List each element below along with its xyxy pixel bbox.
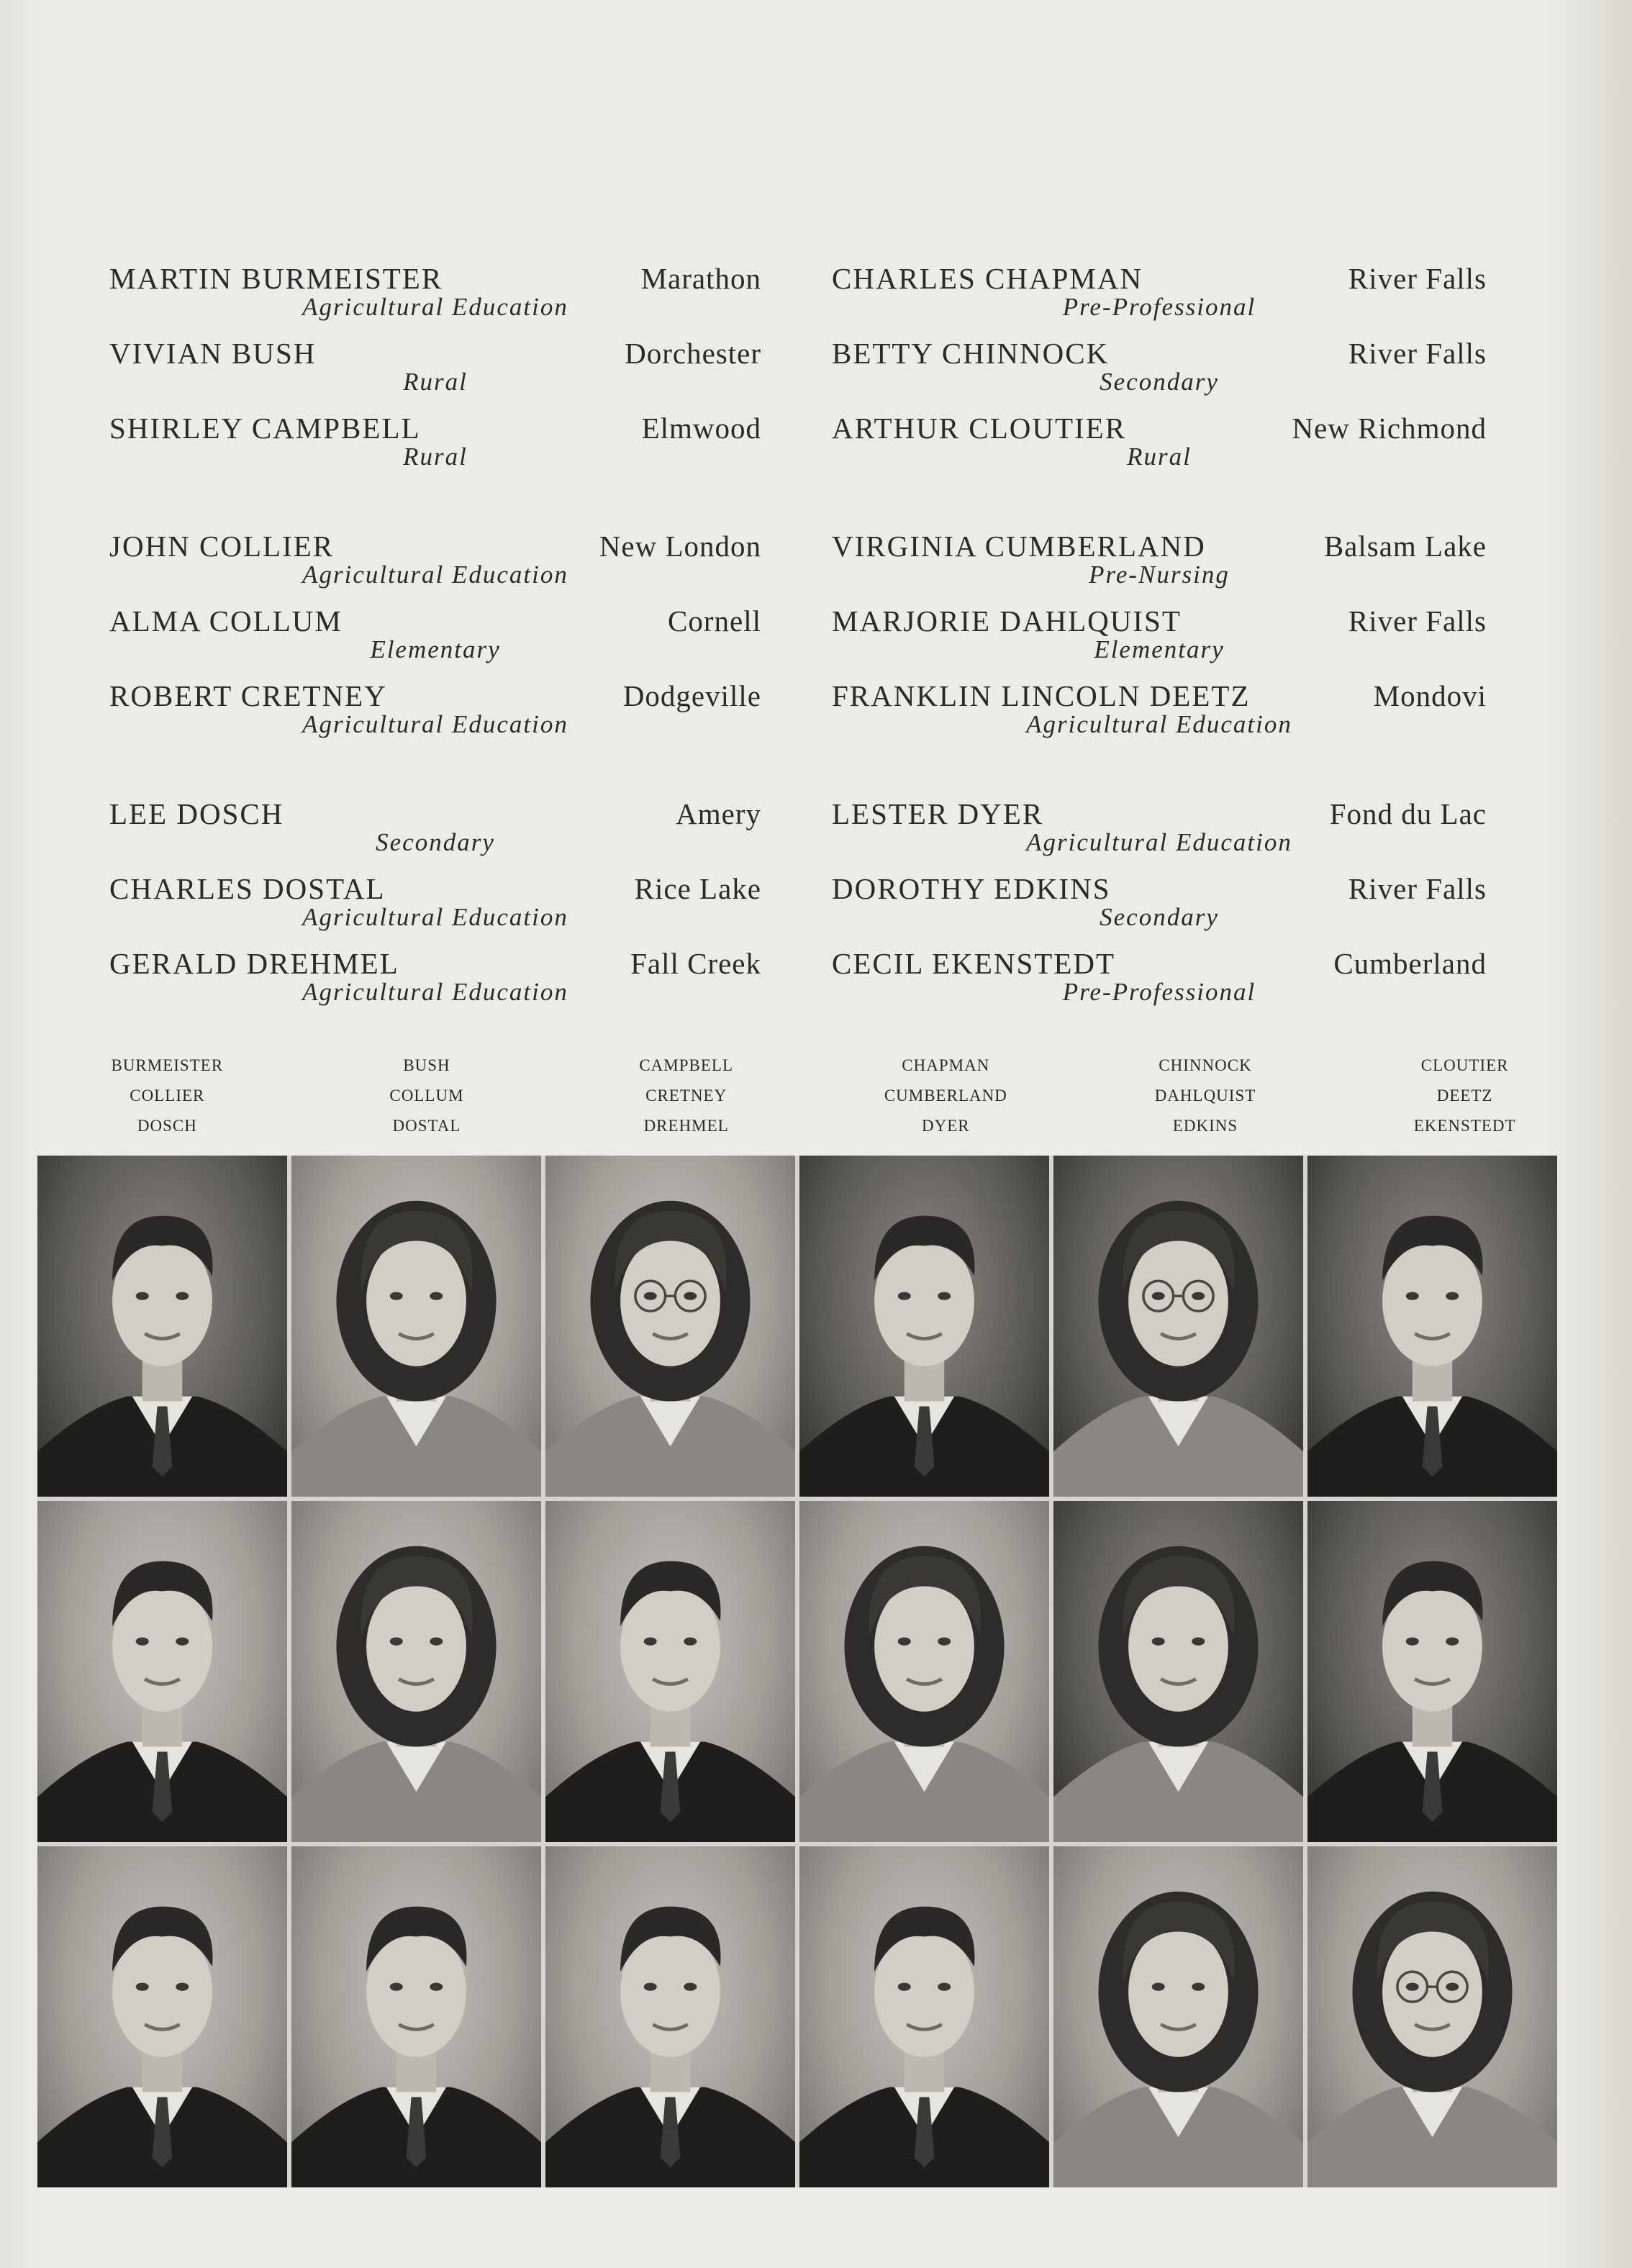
student-hometown: Elmwood — [641, 412, 761, 445]
right-name-column — [832, 255, 1487, 1058]
caption-surname: CRETNEY — [645, 1087, 727, 1104]
portrait-photo — [37, 1846, 287, 2187]
entry-group — [832, 255, 1487, 480]
portrait-silhouette — [1307, 1501, 1557, 1842]
student-hometown: River Falls — [1348, 337, 1487, 370]
student-hometown: River Falls — [1348, 604, 1487, 638]
caption-surname: DEETZ — [1436, 1087, 1493, 1104]
student-entry — [832, 523, 1487, 598]
student-name: CHARLES DOSTAL — [109, 872, 386, 905]
portrait-silhouette — [1053, 1501, 1303, 1842]
portrait-silhouette — [1307, 1156, 1557, 1497]
student-hometown: River Falls — [1348, 872, 1487, 905]
student-course: Rural — [403, 443, 468, 471]
caption-surname: DAHLQUIST — [1154, 1087, 1256, 1104]
caption-surname: CLOUTIER — [1420, 1056, 1509, 1074]
caption-surname: BUSH — [403, 1056, 450, 1074]
student-name: SHIRLEY CAMPBELL — [109, 412, 421, 445]
student-hometown: Cumberland — [1333, 947, 1487, 980]
student-hometown: Balsam Lake — [1323, 530, 1487, 563]
student-entry — [832, 940, 1487, 1015]
student-hometown: Fall Creek — [630, 947, 761, 980]
portrait-silhouette — [1053, 1156, 1303, 1497]
caption-surname: CUMBERLAND — [884, 1087, 1007, 1104]
caption-surname: EDKINS — [1172, 1117, 1238, 1135]
student-course: Rural — [403, 368, 468, 396]
student-name: VIVIAN BUSH — [109, 337, 317, 370]
portrait-silhouette — [37, 1846, 287, 2187]
portrait-photo — [1053, 1846, 1303, 2187]
portrait-photo — [1307, 1846, 1557, 2187]
portrait-grid — [37, 1156, 1557, 2187]
student-entry — [109, 523, 761, 598]
student-entry — [109, 255, 761, 330]
student-course: Secondary — [376, 828, 495, 856]
student-name: LESTER DYER — [832, 797, 1044, 830]
portrait-photo — [799, 1156, 1049, 1497]
caption-surname: COLLIER — [130, 1087, 205, 1104]
student-name: ARTHUR CLOUTIER — [832, 412, 1127, 445]
caption-surname: DREHMEL — [643, 1117, 729, 1135]
caption-column — [37, 1051, 297, 1141]
student-name: ALMA COLLUM — [109, 604, 343, 638]
photo-captions — [37, 1051, 1595, 1137]
caption-column — [816, 1051, 1076, 1141]
caption-surname: DOSTAL — [392, 1117, 461, 1135]
portrait-silhouette — [799, 1846, 1049, 2187]
portrait-silhouette — [545, 1156, 795, 1497]
portrait-silhouette — [1307, 1846, 1557, 2187]
student-name: MARTIN BURMEISTER — [109, 262, 443, 295]
student-hometown: Fond du Lac — [1329, 797, 1487, 830]
portrait-silhouette — [1053, 1846, 1303, 2187]
student-course: Pre-Professional — [1062, 978, 1256, 1006]
student-entry — [832, 255, 1487, 330]
caption-column — [297, 1051, 557, 1141]
student-hometown: New London — [599, 530, 761, 563]
portrait-silhouette — [291, 1156, 541, 1497]
student-course: Agricultural Education — [302, 710, 568, 738]
entry-group — [109, 791, 761, 1015]
student-course: Secondary — [1100, 903, 1219, 931]
portrait-photo — [545, 1501, 795, 1842]
student-name: DOROTHY EDKINS — [832, 872, 1111, 905]
student-name: VIRGINIA CUMBERLAND — [832, 530, 1206, 563]
student-name: CECIL EKENSTEDT — [832, 947, 1116, 980]
student-hometown: Dorchester — [625, 337, 761, 370]
caption-surname: DOSCH — [137, 1117, 197, 1135]
student-course: Pre-Professional — [1062, 293, 1256, 321]
student-name: GERALD DREHMEL — [109, 947, 399, 980]
student-entry — [109, 330, 761, 405]
portrait-photo — [1053, 1501, 1303, 1842]
portrait-silhouette — [291, 1501, 541, 1842]
student-entry — [832, 791, 1487, 866]
portrait-photo — [545, 1846, 795, 2187]
student-entry — [109, 866, 761, 940]
student-course: Elementary — [370, 635, 501, 663]
caption-surname: COLLUM — [389, 1087, 464, 1104]
caption-column — [1335, 1051, 1595, 1141]
student-name: CHARLES CHAPMAN — [832, 262, 1143, 295]
caption-column — [556, 1051, 816, 1141]
portrait-photo — [545, 1156, 795, 1497]
portrait-silhouette — [37, 1501, 287, 1842]
portrait-silhouette — [37, 1156, 287, 1497]
student-hometown: Cornell — [668, 604, 761, 638]
caption-surname: CHAPMAN — [902, 1056, 990, 1074]
left-name-column — [109, 255, 761, 1058]
student-entry — [109, 940, 761, 1015]
portrait-photo — [1307, 1501, 1557, 1842]
student-name: BETTY CHINNOCK — [832, 337, 1110, 370]
student-entry — [109, 673, 761, 748]
student-entry — [109, 598, 761, 673]
portrait-silhouette — [799, 1501, 1049, 1842]
portrait-silhouette — [545, 1846, 795, 2187]
student-hometown: Mondovi — [1373, 679, 1487, 712]
portrait-photo — [291, 1501, 541, 1842]
student-course: Agricultural Education — [302, 978, 568, 1006]
student-hometown: Marathon — [640, 262, 761, 295]
caption-surname: CHINNOCK — [1159, 1056, 1252, 1074]
portrait-photo — [1307, 1156, 1557, 1497]
student-hometown: River Falls — [1348, 262, 1487, 295]
student-entry — [832, 330, 1487, 405]
student-course: Pre-Nursing — [1089, 561, 1230, 589]
student-hometown: New Richmond — [1292, 412, 1487, 445]
student-course: Agricultural Education — [1026, 828, 1292, 856]
portrait-silhouette — [291, 1846, 541, 2187]
entry-group — [109, 255, 761, 480]
portrait-photo — [37, 1501, 287, 1842]
caption-surname: CAMPBELL — [639, 1056, 733, 1074]
student-entry — [109, 791, 761, 866]
entry-group — [832, 791, 1487, 1015]
student-entry — [832, 598, 1487, 673]
student-course: Agricultural Education — [1026, 710, 1292, 738]
caption-column — [1076, 1051, 1336, 1141]
student-entry — [109, 405, 761, 480]
student-hometown: Dodgeville — [622, 679, 761, 712]
student-entry — [832, 405, 1487, 480]
student-course: Agricultural Education — [302, 561, 568, 589]
portrait-silhouette — [545, 1501, 795, 1842]
caption-surname: BURMEISTER — [111, 1056, 224, 1074]
student-entry — [832, 866, 1487, 940]
student-course: Secondary — [1100, 368, 1219, 396]
student-name: LEE DOSCH — [109, 797, 284, 830]
portrait-photo — [291, 1156, 541, 1497]
entry-group — [109, 523, 761, 748]
entry-group — [832, 523, 1487, 748]
student-name: JOHN COLLIER — [109, 530, 335, 563]
student-name: ROBERT CRETNEY — [109, 679, 387, 712]
student-course: Agricultural Education — [302, 293, 568, 321]
portrait-photo — [799, 1501, 1049, 1842]
student-hometown: Amery — [676, 797, 761, 830]
student-name: FRANKLIN LINCOLN DEETZ — [832, 679, 1251, 712]
student-name: MARJORIE DAHLQUIST — [832, 604, 1182, 638]
caption-surname: DYER — [922, 1117, 970, 1135]
caption-surname: EKENSTEDT — [1413, 1117, 1516, 1135]
portrait-silhouette — [799, 1156, 1049, 1497]
student-entry — [832, 673, 1487, 748]
portrait-photo — [799, 1846, 1049, 2187]
student-course: Rural — [1127, 443, 1192, 471]
portrait-photo — [291, 1846, 541, 2187]
student-course: Elementary — [1094, 635, 1225, 663]
student-course: Agricultural Education — [302, 903, 568, 931]
student-hometown: Rice Lake — [634, 872, 761, 905]
portrait-photo — [1053, 1156, 1303, 1497]
portrait-photo — [37, 1156, 287, 1497]
